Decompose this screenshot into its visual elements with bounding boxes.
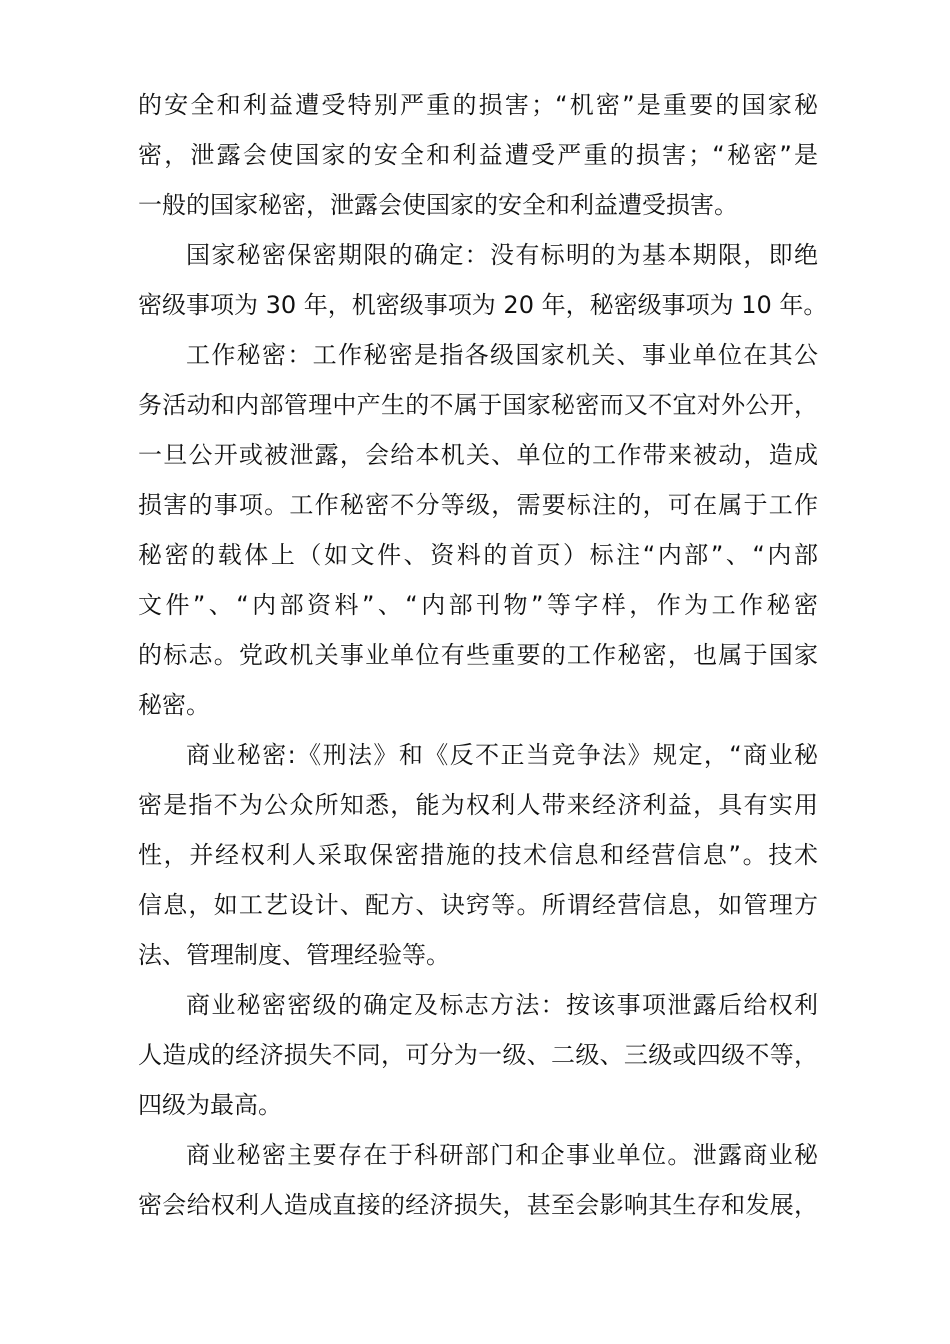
text-line: 密会给权利人造成直接的经济损失，甚至会影响其生存和发展， <box>138 1191 818 1219</box>
text-line: 务活动和内部管理中产生的不属于国家秘密而又不宜对外公开， <box>138 391 818 419</box>
paragraph <box>138 1130 818 1230</box>
text-line: 工作秘密：工作秘密是指各级国家机关、事业单位在其公 <box>186 341 818 369</box>
text-line: 商业秘密:《刑法》和《反不正当竞争法》规定，“商业秘 <box>186 741 818 769</box>
paragraph <box>138 330 818 730</box>
paragraph <box>138 230 828 330</box>
paragraph <box>138 980 818 1130</box>
text-line: 国家秘密保密期限的确定：没有标明的为基本期限，即绝 <box>186 241 818 269</box>
body-text <box>138 80 828 1230</box>
text-line: 一般的国家秘密，泄露会使国家的安全和利益遭受损害。 <box>138 191 738 219</box>
text-line: 性，并经权利人采取保密措施的技术信息和经营信息”。技术 <box>138 841 818 869</box>
text-line: 密，泄露会使国家的安全和利益遭受严重的损害；“秘密”是 <box>138 141 818 169</box>
text-line: 一旦公开或被泄露，会给本机关、单位的工作带来被动，造成 <box>138 441 818 469</box>
text-line: 密是指不为公众所知悉，能为权利人带来经济利益，具有实用 <box>138 791 818 819</box>
text-line: 秘密的载体上（如文件、资料的首页）标注“内部”、“内部 <box>138 541 818 569</box>
text-line: 商业秘密密级的确定及标志方法：按该事项泄露后给权利 <box>186 991 818 1019</box>
paragraph <box>138 730 818 980</box>
text-line: 四级为最高。 <box>138 1091 282 1119</box>
text-line: 文件”、“内部资料”、“内部刊物”等字样，作为工作秘密 <box>138 591 818 619</box>
text-line: 信息，如工艺设计、配方、诀窍等。所谓经营信息，如管理方 <box>138 891 818 919</box>
text-line: 密级事项为 30 年，机密级事项为 20 年，秘密级事项为 10 年。 <box>138 291 828 319</box>
paragraph <box>138 80 818 230</box>
text-line: 商业秘密主要存在于科研部门和企事业单位。泄露商业秘 <box>186 1141 818 1169</box>
text-line: 秘密。 <box>138 691 210 719</box>
text-line: 人造成的经济损失不同，可分为一级、二级、三级或四级不等， <box>138 1041 818 1069</box>
text-line: 的标志。党政机关事业单位有些重要的工作秘密，也属于国家 <box>138 641 818 669</box>
text-line: 的安全和利益遭受特别严重的损害；“机密”是重要的国家秘 <box>138 91 818 119</box>
text-line: 损害的事项。工作秘密不分等级，需要标注的，可在属于工作 <box>138 491 818 519</box>
text-line: 法、管理制度、管理经验等。 <box>138 941 450 969</box>
